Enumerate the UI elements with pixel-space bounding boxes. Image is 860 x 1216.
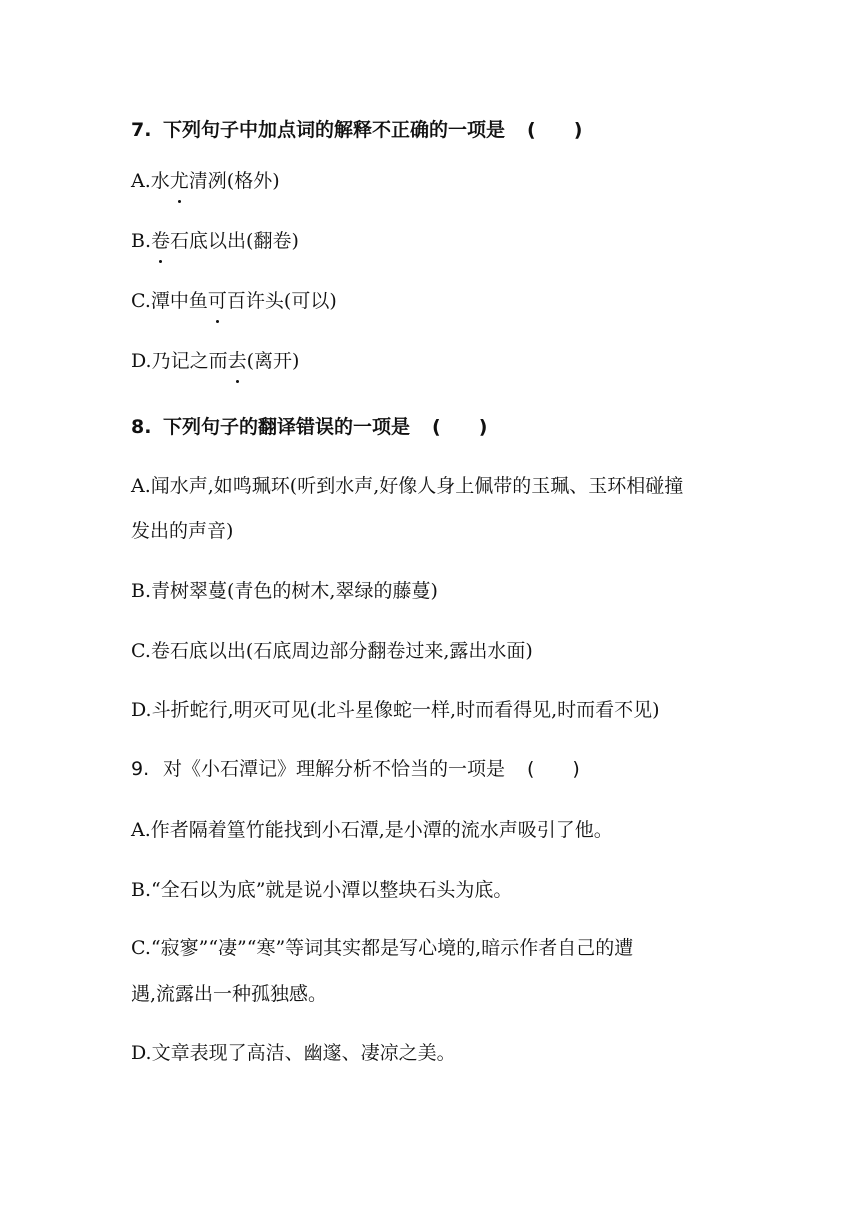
question-7-option-a <box>131 167 280 195</box>
option-b-suffix: 石底以出(翻卷) <box>170 230 299 252</box>
option-d-prefix: D.乃记之而 <box>131 350 228 372</box>
question-9-stem <box>131 755 580 783</box>
question-9-blank: ( ) <box>527 758 580 780</box>
option-d-suffix: (离开) <box>246 350 300 372</box>
question-9-text: 对《小石潭记》理解分析不恰当的一项是 <box>163 758 506 780</box>
question-8-stem <box>131 413 487 441</box>
question-9-option-d: D.文章表现了高洁、幽邃、凄凉之美。 <box>131 1042 456 1064</box>
question-7-number: 7. <box>131 119 152 141</box>
option-c-suffix: 百许头(可以) <box>226 290 337 312</box>
option-b-prefix: B. <box>131 230 152 252</box>
question-8-option-c: C.卷石底以出(石底周边部分翻卷过来,露出水面) <box>131 640 533 662</box>
question-7-stem <box>131 116 582 144</box>
question-8-option-b: B.青树翠蔓(青色的树木,翠绿的藤蔓) <box>131 580 438 602</box>
question-8-text: 下列句子的翻译错误的一项是 <box>163 416 411 438</box>
question-7-text: 下列句子中加点词的解释不正确的一项是 <box>163 119 506 141</box>
question-8-option-d: D.斗折蛇行,明灭可见(北斗星像蛇一样,时而看得见,时而看不见) <box>131 699 660 721</box>
emphasis-dotted-word: 尤 <box>170 167 189 195</box>
question-7-option-b <box>131 227 299 255</box>
question-9-number: 9. <box>131 758 150 780</box>
question-9-option-b: B.“全石以为底”就是说小潭以整块石头为底。 <box>131 879 513 901</box>
question-8-number: 8. <box>131 416 152 438</box>
option-a-prefix: A.水 <box>131 170 170 192</box>
emphasis-dotted-word: 去 <box>228 347 247 375</box>
question-8-blank: ( ) <box>432 416 488 438</box>
question-9-option-c-line2: 遇,流露出一种孤独感。 <box>131 983 328 1005</box>
option-c-prefix: C.潭中鱼 <box>131 290 208 312</box>
emphasis-dotted-word: 卷 <box>151 227 170 255</box>
question-8-option-a-line2: 发出的声音) <box>131 520 234 542</box>
question-9-option-c-line1: C.“寂寥”“凄”“寒”等词其实都是写心境的,暗示作者自己的遭 <box>131 937 634 959</box>
question-9-option-a: A.作者隔着篁竹能找到小石潭,是小潭的流水声吸引了他。 <box>131 819 613 841</box>
question-7-blank: ( ) <box>527 119 583 141</box>
question-8-option-a-line1: A.闻水声,如鸣珮环(听到水声,好像人身上佩带的玉珮、玉环相碰撞 <box>131 475 684 497</box>
emphasis-dotted-word: 可 <box>208 287 227 315</box>
option-a-suffix: 清冽(格外) <box>188 170 280 192</box>
question-7-option-c <box>131 287 337 315</box>
question-7-option-d <box>131 347 299 375</box>
